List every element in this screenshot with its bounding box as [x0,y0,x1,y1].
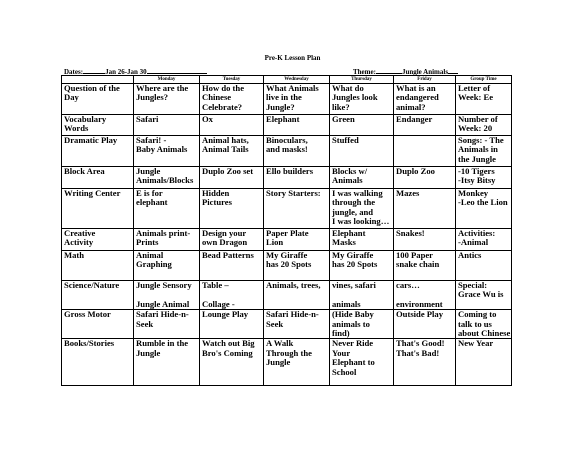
table-cell [456,136,512,167]
cell-text: -Animal [458,237,489,248]
cell-text: Jungle [136,347,161,358]
cell-text: endangered [396,92,439,103]
table-row [62,136,512,167]
cell-text: Safari [136,114,159,124]
document-title: Pre-K Lesson Plan [264,54,321,62]
cell-text: Activities: [458,228,496,238]
cell-text: Celebrate? [202,101,243,112]
dates-label: Dates: [64,68,84,76]
cell-text: School [332,366,357,377]
cell-text: Seek [266,318,284,329]
table-cell [330,115,394,136]
cell-text: Binoculars, [266,135,308,145]
row-label-cell [62,84,134,115]
cell-text: Jungle [136,166,161,176]
table-cell [330,251,394,281]
table-cell [200,229,264,251]
table-cell [394,281,456,310]
cell-text: like? [332,101,350,112]
cell-text: Jungles? [136,92,168,103]
column-header: Monday [134,76,200,84]
cell-text: Dramatic Play [64,135,118,145]
cell-text: What Animals [266,83,319,93]
cell-text: Masks [332,237,356,248]
table-cell [200,136,264,167]
cell-text: Gross Motor [64,309,111,320]
row-label-cell [62,167,134,189]
cell-text: Baby Animals [136,144,188,155]
cell-text: -Itsy Bitsy [458,175,496,186]
cell-text: Vocabulary [64,114,107,124]
cell-text: Number of [458,114,498,124]
cell-text: What is an [396,83,436,93]
cell-text: environment [396,298,443,309]
table-cell [200,167,264,189]
table-cell [394,189,456,229]
row-label-cell [62,251,134,281]
cell-text: Green [332,114,355,124]
column-header: Thursday [330,76,394,84]
row-label-cell [62,115,134,136]
cell-text: Ello builders [266,166,314,176]
cell-text: Safari Hide-n- [266,309,319,320]
table-cell [264,251,330,281]
cell-text: Elephant to [332,357,375,368]
cell-text: Bead Patterns [202,250,254,260]
cell-text: Day [64,92,79,103]
cell-text: Paper Plate [266,228,309,238]
table-cell [330,167,394,189]
row-label-cell [62,136,134,167]
cell-text: Rumble in the [136,338,189,349]
cell-text: -Leo the Lion [458,197,508,208]
cell-text: Ox [202,114,213,124]
cell-text: animals to [332,318,370,329]
cell-text: talk to us [458,318,492,329]
table-cell [456,281,512,310]
cell-text: Jungle Sensory [136,280,192,290]
cell-text: Books/Stories [64,338,115,349]
table-cell [330,136,394,167]
column-header: Friday [394,76,456,84]
column-header: Tuesday [200,76,264,84]
cell-text: Your [332,347,351,358]
cell-text: Coming to [458,309,497,320]
cell-text: (Hide Baby [332,309,374,320]
cell-text: Graphing [136,259,172,270]
row-label-cell [62,310,134,339]
cell-text: Jungle? [266,101,295,112]
table-cell [264,339,330,386]
table-cell [264,136,330,167]
theme-label: Theme: [353,68,376,76]
table-cell [200,84,264,115]
table-row [62,251,512,281]
cell-text: snake chain [396,259,440,270]
cell-text: I was looking… [332,216,390,227]
cell-text: Week: 20 [458,123,493,134]
row-label-cell [62,229,134,251]
cell-text: Antics [458,250,482,260]
table-cell [330,310,394,339]
cell-text: Letter of [458,83,491,93]
cell-text: Hidden [202,188,230,198]
table-cell [200,189,264,229]
cell-text: Through the [266,347,312,358]
table-cell [394,229,456,251]
cell-text: That's Bad! [396,347,440,358]
table-cell [134,115,200,136]
cell-text: Blocks w/ [332,166,368,176]
table-row [62,229,512,251]
table-cell [264,167,330,189]
cell-text: the Jungle [458,153,496,164]
cell-text: jungle, and [332,206,374,217]
table-cell [134,229,200,251]
table-cell [134,167,200,189]
dates-value: Jan 26-Jan 30 [105,68,147,76]
cell-text: Prints [136,237,159,248]
cell-text: Table – [202,280,229,290]
table-row [62,84,512,115]
cell-text: Animals print- [136,228,191,238]
cell-text: Chinese [202,92,232,103]
cell-text: Question of the [64,83,120,93]
cell-text: Collage - [202,298,235,309]
cell-text: My Giraffe [332,250,374,260]
table-cell [134,310,200,339]
cell-text: Never Ride [332,338,374,349]
table-cell [394,310,456,339]
cell-text: A Walk [266,338,294,349]
cell-text: Where are the [136,83,189,93]
cell-text: Songs: - The [458,135,504,145]
table-cell [330,339,394,386]
table-cell [264,310,330,339]
cell-text: E is for [136,188,163,198]
table-row [62,189,512,229]
theme-value: Jungle Animals [401,68,449,76]
table-row [62,115,512,136]
cell-text: Science/Nature [64,280,120,290]
table-cell [200,251,264,281]
table-cell [200,339,264,386]
cell-text: Story Starters: [266,188,321,198]
table-row [62,281,512,310]
cell-text: Monkey [458,188,489,198]
table-cell [264,281,330,310]
table-cell [200,115,264,136]
cell-text: I was walking [332,188,383,198]
table-cell [456,115,512,136]
cell-text: Math [64,250,85,260]
table-cell [264,84,330,115]
cell-text: How do the [202,83,245,93]
cell-text: That's Good! [396,338,445,349]
table-cell [456,189,512,229]
cell-text: Outside Play [396,309,444,320]
cell-text: own Dragon [202,237,248,248]
cell-text: Safari Hide-n- [136,309,189,320]
table-cell [394,251,456,281]
column-header [62,76,134,84]
cell-text: Bro's Coming [202,347,253,358]
table-cell [394,115,456,136]
table-cell [200,310,264,339]
cell-text: Duplo Zoo [396,166,435,176]
cell-text: 100 Paper [396,250,433,260]
table-cell [330,84,394,115]
cell-text: New Year [458,338,494,349]
cell-text: through the [332,197,376,208]
table-cell [456,339,512,386]
cell-text: Endanger [396,114,433,124]
column-header: Group Time [456,76,512,84]
table-cell [134,189,200,229]
cell-text: What do [332,83,364,93]
table-cell [456,229,512,251]
cell-text: Snakes! [396,228,425,238]
cell-text: Words [64,123,89,134]
table-cell [456,251,512,281]
cell-text: Pictures [202,197,232,208]
table-header-row [62,76,512,84]
table-cell [134,136,200,167]
cell-text: Elephant [266,114,300,124]
cell-text: Lion [266,237,284,248]
cell-text [396,136,453,145]
table-cell [330,281,394,310]
row-label-cell [62,189,134,229]
table-cell [264,115,330,136]
cell-text: Design your [202,228,247,238]
cell-text: Seek [136,318,154,329]
cell-text: Special: [458,280,488,290]
table-cell [134,251,200,281]
table-cell [264,229,330,251]
cell-text: Block Area [64,166,105,176]
cell-text: Jungle Animal [136,298,190,309]
cell-text: live in the [266,92,302,103]
table-cell [394,339,456,386]
table-cell [134,84,200,115]
table-cell [394,136,456,167]
table-row [62,310,512,339]
cell-text: Writing Center [64,188,121,198]
cell-text: My Giraffe [266,250,308,260]
table-cell [394,84,456,115]
cell-text: Lounge Play [202,309,249,320]
cell-text: Watch out Big [202,338,255,349]
cell-text: Week: Ee [458,92,494,103]
cell-text: Elephant [332,228,366,238]
cell-text: Animals, trees, [266,280,321,290]
row-label-cell [62,339,134,386]
cell-text: Animals [332,175,363,186]
table-cell [264,189,330,229]
cell-text: has 20 Spots [266,259,312,270]
table-row [62,339,512,386]
cell-text: Creative [64,228,96,238]
cell-text: Safari! - [136,135,167,145]
row-label-cell [62,281,134,310]
cell-text: elephant [136,197,168,208]
table-cell [394,167,456,189]
cell-text: and masks! [266,144,308,155]
table-cell [200,281,264,310]
cell-text: animals [332,298,361,309]
lesson-plan-table [61,75,512,386]
cell-text: animal? [396,101,426,112]
cell-text: Animals in [458,144,498,155]
cell-text: Jungle [266,357,291,368]
cell-text: find) [332,328,350,339]
cell-text: Stuffed [332,135,359,145]
cell-text: has 20 Spots [332,259,378,270]
cell-text: Animal hats, [202,135,249,145]
cell-text: Jungles look [332,92,378,103]
table-cell [330,229,394,251]
cell-text: vines, safari [332,280,376,290]
column-header: Wednesday [264,76,330,84]
table-cell [456,310,512,339]
table-cell [456,84,512,115]
cell-text: Animals/Blocks [136,175,194,186]
cell-text: about Chinese [458,328,511,339]
cell-text: Grace Wu is [458,289,504,300]
table-cell [330,189,394,229]
cell-text: Activity [64,237,94,248]
cell-text: Mazes [396,188,420,198]
cell-text: -10 Tigers [458,166,495,176]
table-cell [134,281,200,310]
cell-text: cars… [396,280,420,290]
table-row [62,167,512,189]
cell-text: Duplo Zoo set [202,166,254,176]
table-cell [456,167,512,189]
cell-text: Animal [136,250,164,260]
cell-text: Animal Tails [202,144,249,155]
table-cell [134,339,200,386]
